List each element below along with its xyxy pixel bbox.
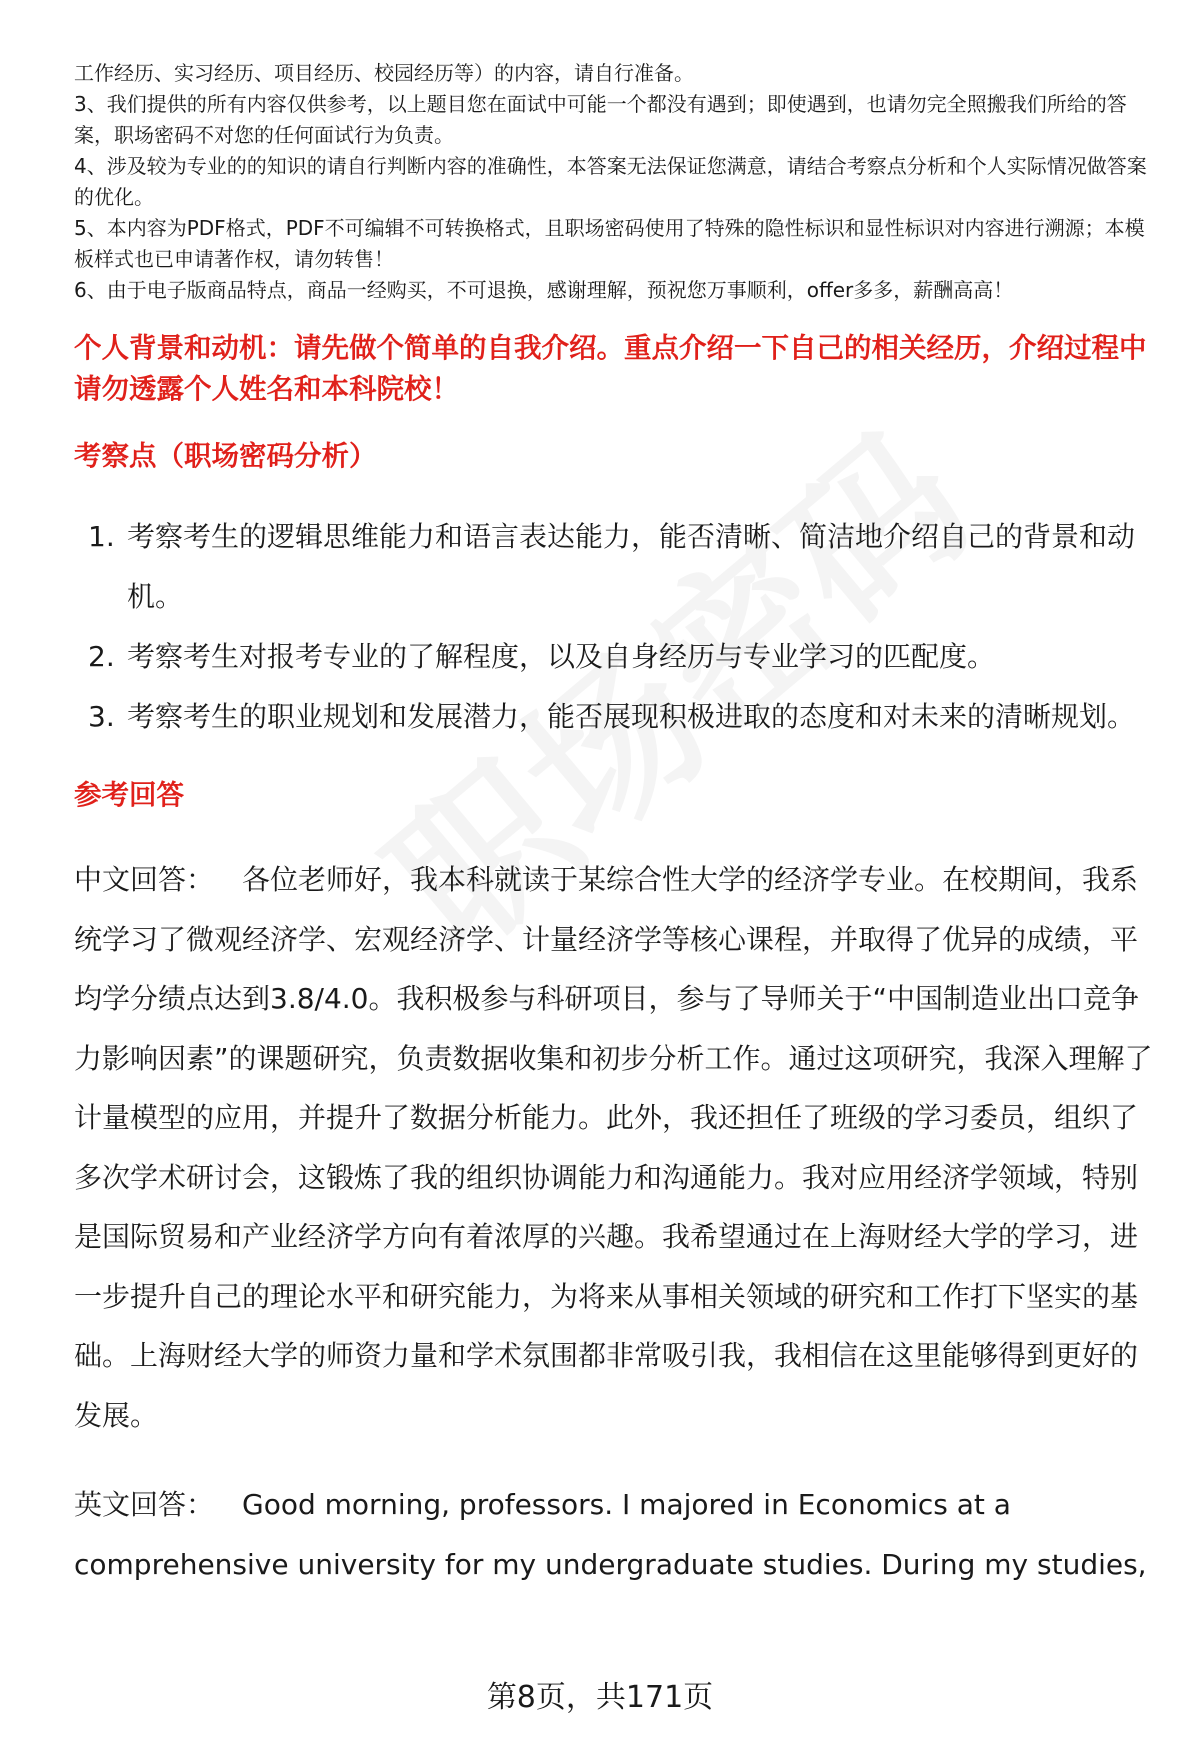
- analysis-text: 考察考生的逻辑思维能力和语言表达能力，能否清晰、简洁地介绍自己的背景和动机。: [127, 520, 1136, 613]
- analysis-text: 考察考生的职业规划和发展潜力，能否展现积极进取的态度和对未来的清晰规划。: [127, 700, 1136, 733]
- note-line: 6、由于电子版商品特点，商品一经购买，不可退换，感谢理解，预祝您万事顺利，offer多多，薪酬高高！: [74, 278, 1014, 302]
- analysis-number: 3.: [88, 700, 115, 733]
- analysis-heading: 考察点（职场密码分析）: [74, 440, 377, 472]
- analysis-item: [74, 627, 1154, 687]
- note-line: 4、涉及较为专业的的知识的请自行判断内容的准确性，本答案无法保证您满意，请结合考察点分析和个人实际情况做答案的优化。: [74, 154, 1147, 209]
- analysis-item: [74, 687, 1154, 747]
- analysis-item: [74, 507, 1154, 627]
- page-content: [74, 58, 1154, 1594]
- answer-english-text: Good morning, professors. I majored in Economics at a comprehensive university for my undergraduate studies. During my studies,: [74, 1488, 1147, 1581]
- reference-heading: 参考回答: [74, 779, 184, 811]
- analysis-number: 1.: [88, 520, 115, 553]
- answer-chinese: [74, 850, 1154, 1445]
- analysis-list: [74, 507, 1154, 747]
- question-heading: 个人背景和动机：请先做个简单的自我介绍。重点介绍一下自己的相关经历，介绍过程中请勿透露个人姓名和本科院校！: [74, 332, 1147, 405]
- note-line: 3、我们提供的所有内容仅供参考，以上题目您在面试中可能一个都没有遇到；即使遇到，也请勿完全照搬我们所给的答案，职场密码不对您的任何面试行为负责。: [74, 92, 1127, 147]
- page-number-footer: 第8页，共171页: [486, 1680, 714, 1715]
- answer-chinese-text: 各位老师好，我本科就读于某综合性大学的经济学专业。在校期间，我系统学习了微观经济学、宏观经济学、计量经济学等核心课程，并取得了优异的成绩，平均学分绩点达到3.8/4.0。我积极参与科研项目，参与了导师关于“中国制造业出口竞争力影响因素”的课题研究，负责数据收集和初步分析工作。通过这项研究，我深入理解了计量模型的应用，并提升了数据分析能力。此外，我还担任了班级的学习委员，组织了多次学术研讨会，这锻炼了我的组织协调能力和沟通能力。我对应用经济学领域，特别是国际贸易和产业经济学方向有着浓厚的兴趣。我希望通过在上海财经大学的学习，进一步提升自己的理论水平和研究能力，为将来从事相关领域的研究和工作打下坚实的基础。上海财经大学的师资力量和学术氛围都非常吸引我，我相信在这里能够得到更好的发展。: [74, 863, 1153, 1432]
- answer-chinese-label: 中文回答：: [74, 863, 215, 896]
- note-line: 工作经历、实习经历、项目经历、校园经历等）的内容，请自行准备。: [74, 61, 694, 85]
- answer-english-label: 英文回答：: [74, 1488, 215, 1521]
- answer-english: [74, 1475, 1154, 1594]
- notes-section: [74, 58, 1154, 306]
- analysis-number: 2.: [88, 640, 115, 673]
- note-line: 5、本内容为PDF格式，PDF不可编辑不可转换格式，且职场密码使用了特殊的隐性标识和显性标识对内容进行溯源；本模板样式也已申请著作权，请勿转售！: [74, 216, 1145, 271]
- analysis-text: 考察考生对报考专业的了解程度，以及自身经历与专业学习的匹配度。: [127, 640, 996, 673]
